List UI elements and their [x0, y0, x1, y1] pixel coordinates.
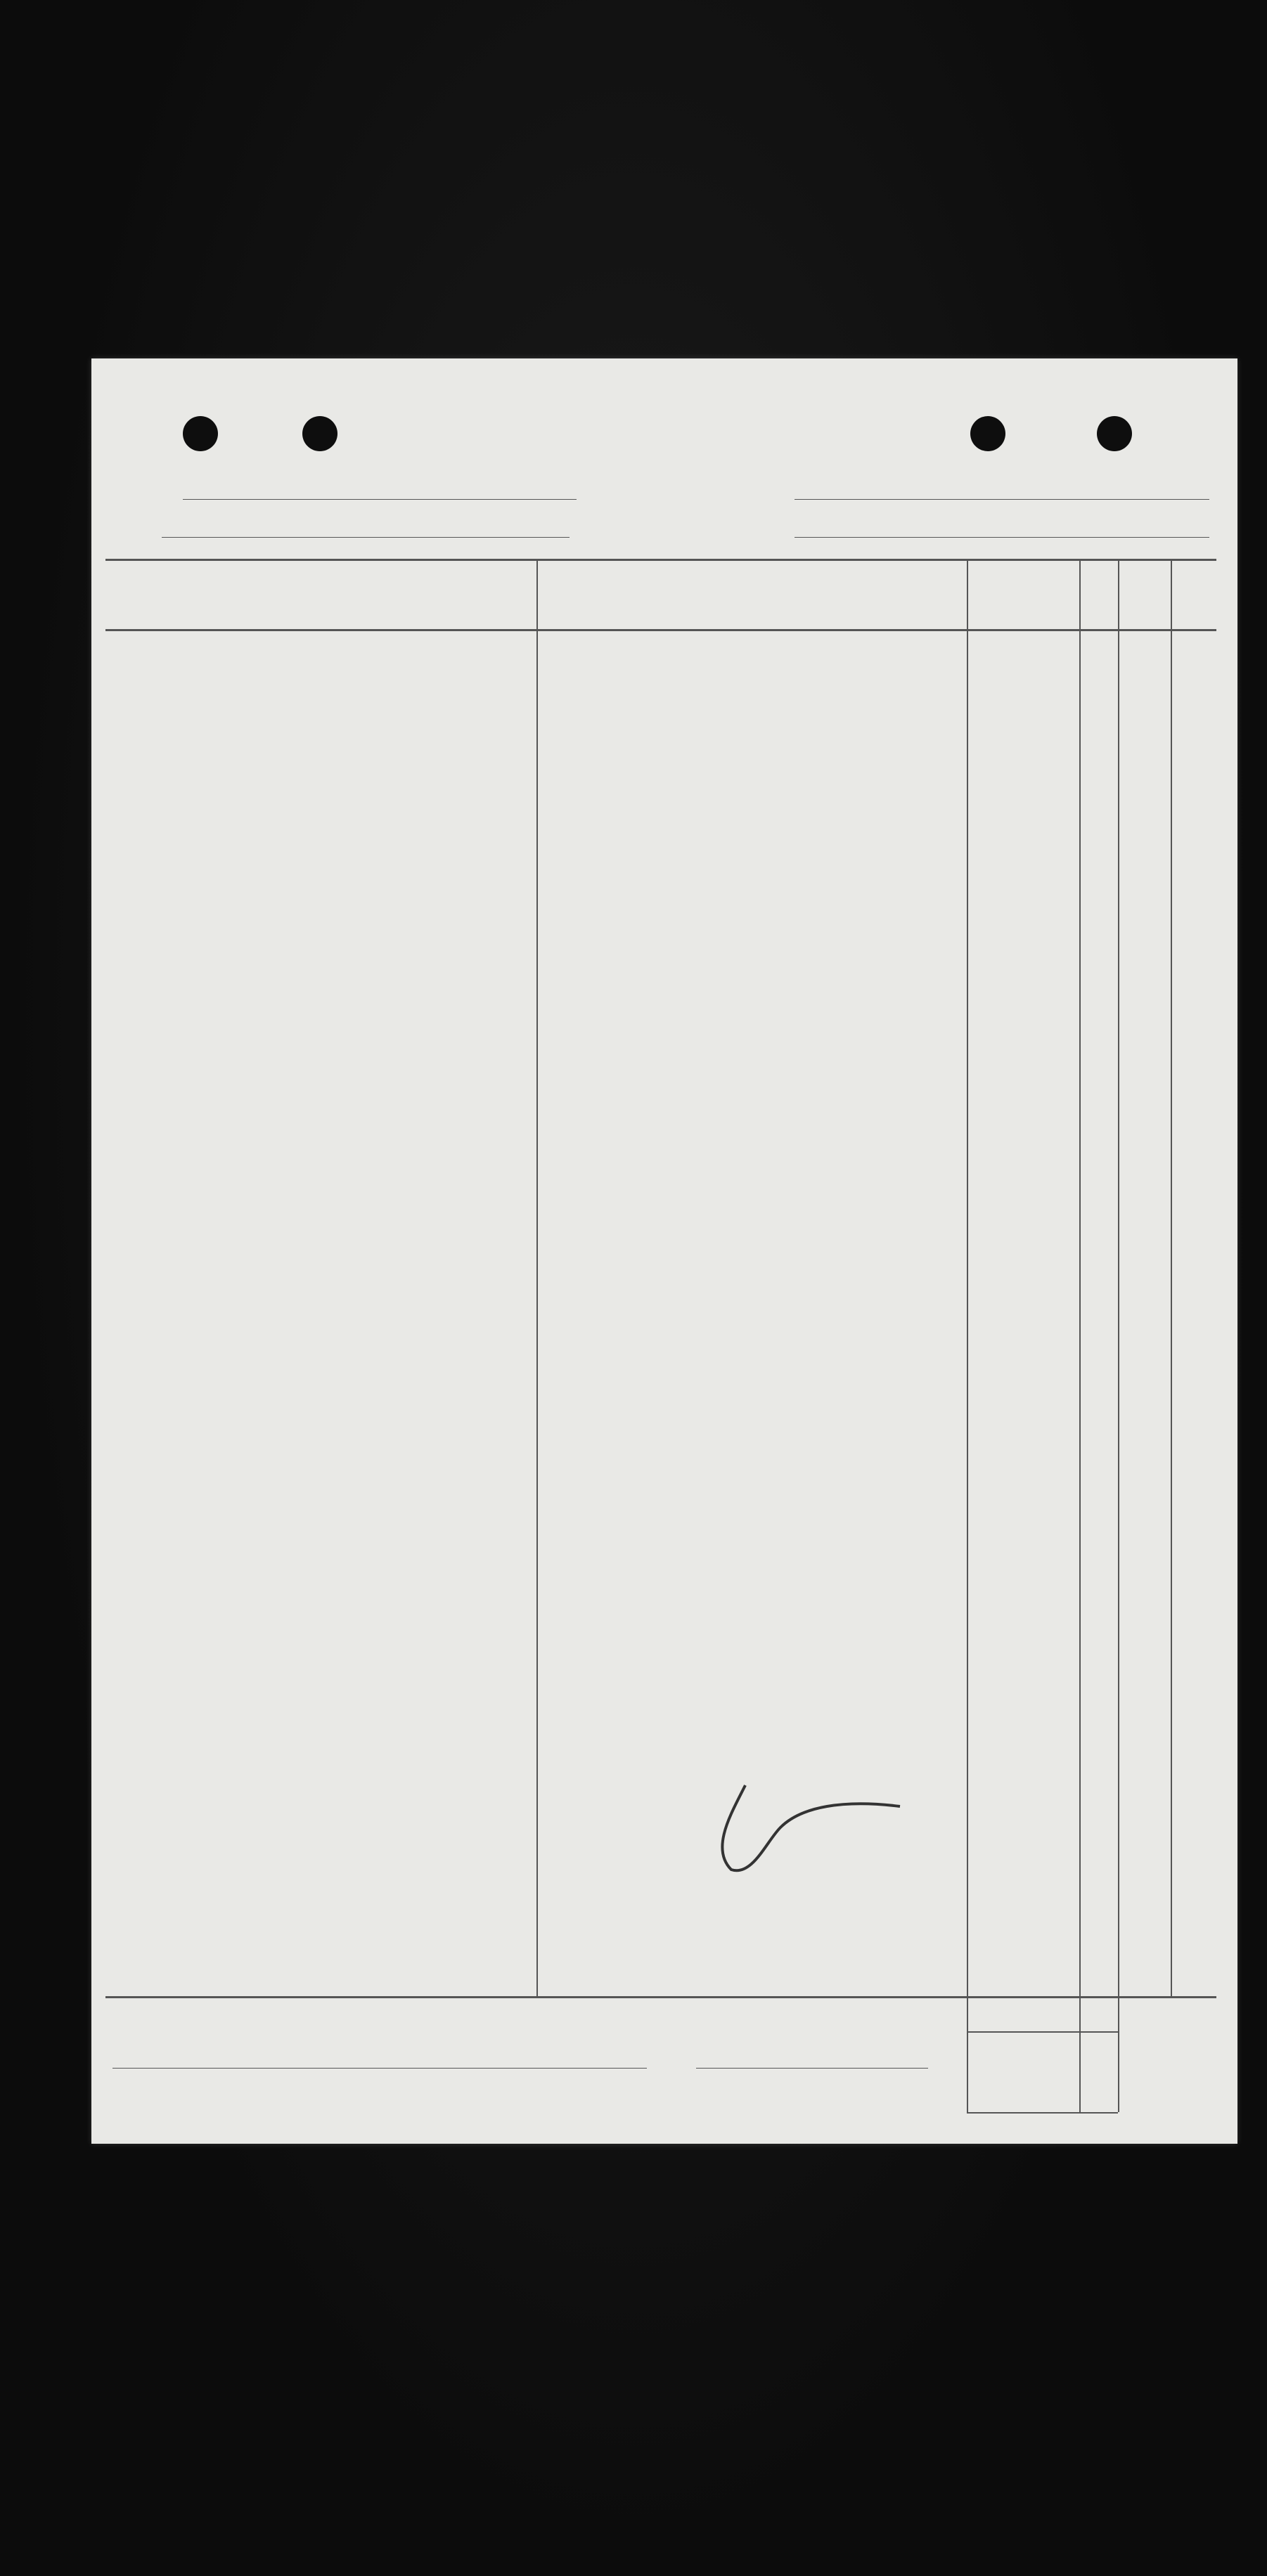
table-top-rule [105, 559, 1216, 561]
punch-hole-flight-b [1097, 416, 1132, 451]
prepared-by-rule [112, 2068, 647, 2069]
col-sep-bags [1118, 559, 1119, 2112]
punch-hole-center [302, 416, 337, 451]
col-sep-name [536, 559, 538, 1996]
table-header-rule [105, 629, 1216, 631]
disembark-rule [795, 537, 1209, 538]
date-rule [162, 537, 570, 538]
col-sep-bagwt [1171, 559, 1172, 1996]
manifest-page [91, 358, 1237, 2144]
col-sep-nationality [967, 559, 968, 2112]
inspector-signature [703, 1771, 914, 1884]
totals-bottom-rule [967, 2112, 1118, 2114]
aircraft-rule [183, 499, 577, 500]
embark-rule [795, 499, 1209, 500]
page-rule [696, 2068, 928, 2069]
col-sep-excess [1079, 559, 1081, 2112]
table-bottom-rule [105, 1996, 1216, 1998]
punch-hole-left [183, 416, 218, 451]
punch-hole-flight-a [970, 416, 1005, 451]
totals-top-rule [967, 2031, 1118, 2033]
